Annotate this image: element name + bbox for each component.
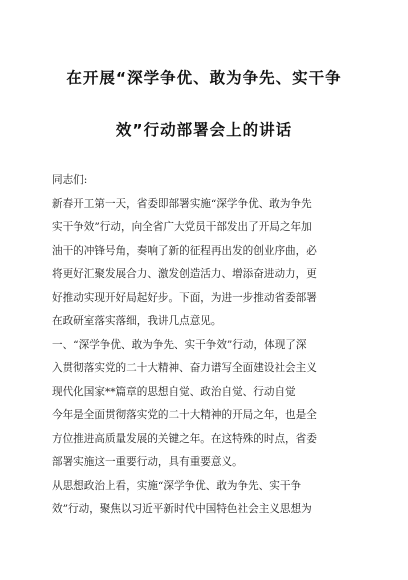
section-heading-line: 现代化国家**篇章的思想自觉、政治自觉、行动自觉	[52, 385, 296, 398]
section-heading-line: 入贯彻落实党的二十大精神、奋力谱写全面建设社会主义	[52, 362, 317, 374]
paragraph-line: 新春开工第一天，省委即部署实施“深学争优、敢为争先	[52, 197, 312, 210]
paragraph-line: 实干争效”行动，向全省广大党员干部发出了开局之年加	[52, 221, 312, 233]
paragraph-line: 好推动实现开好局起好步。下面，为进一步推动省委部署	[52, 291, 317, 304]
paragraph-line: 在政研室落实落细，我讲几点意见。	[52, 315, 222, 327]
document-body	[52, 169, 362, 522]
paragraph-line: 部署实施这一重要行动，具有重要意义。	[52, 456, 243, 468]
paragraph-line: 方位推进高质量发展的关键之年。在这特殊的时点，省委	[52, 432, 317, 445]
paragraph-line: 油干的冲锋号角，奏响了新的征程再出发的创业序曲，必	[52, 244, 317, 257]
paragraph-line: 将更好汇聚发展合力、激发创造活力、增添奋进动力，更	[52, 268, 317, 280]
salutation: 同志们:	[52, 174, 88, 186]
paragraph-line: 效”行动，聚焦以习近平新时代中国特色社会主义思想为	[52, 503, 312, 515]
paragraph-line: 今年是全面贯彻落实党的二十大精神的开局之年，也是全	[52, 409, 317, 421]
paragraph-line: 从思想政治上看，实施“深学争优、敢为争先、实干争	[52, 479, 302, 492]
document-title-line-2: 效”行动部署会上的讲话	[115, 121, 293, 139]
document-title-line-1: 在开展“深学争优、敢为争先、实干争	[66, 69, 342, 87]
section-heading-line: 一、“深学争优、敢为争先、实干争效”行动，体现了深	[52, 338, 307, 351]
